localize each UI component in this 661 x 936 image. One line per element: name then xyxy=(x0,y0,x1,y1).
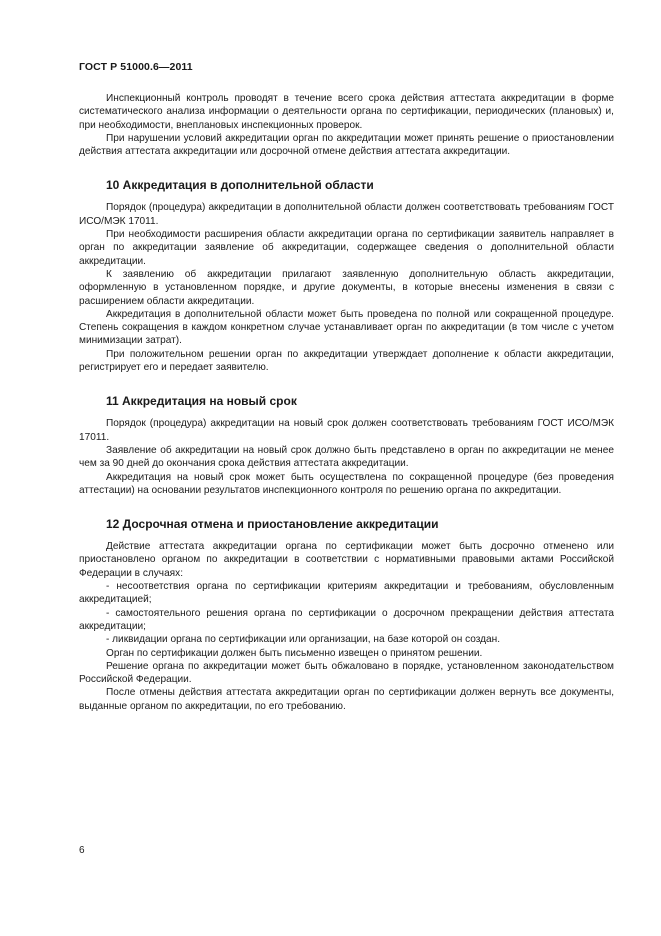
section-12 xyxy=(79,517,614,713)
paragraph: Решение органа по аккредитации может быть обжаловано в порядке, установленном законодательством Российской Федерации. xyxy=(79,660,614,686)
paragraph: Порядок (процедура) аккредитации в дополнительной области должен соответствовать требованиям ГОСТ ИСО/МЭК 17011. xyxy=(79,202,614,227)
list-item: - ликвидации органа по сертификации или организации, на базе которой он создан. xyxy=(106,634,501,646)
paragraph: Аккредитация в дополнительной области может быть проведена по полной или сокращенной процедуре. Степень сокращения в каждом конкретном случае устанавливает орган по аккредитации (в том числе с учетом минимизации затрат). xyxy=(79,308,614,347)
intro-block xyxy=(79,92,614,158)
section-heading: 11 Аккредитация на новый срок xyxy=(106,394,297,409)
paragraph: Порядок (процедура) аккредитации на новый срок должен соответствовать требованиям ГОСТ ИСО/МЭК 17011. xyxy=(79,418,614,443)
paragraph: Заявление об аккредитации на новый срок должно быть представлено в орган по аккредитации не менее чем за 90 дней до окончания срока действия аттестата аккредитации. xyxy=(79,444,614,470)
document-body xyxy=(79,92,614,713)
paragraph: Инспекционный контроль проводят в течение всего срока действия аттестата аккредитации в форме систематического анализа информации о деятельности органа по сертификации, периодических (плановых) и, при необходимости, внеплановых инспекционных проверок. xyxy=(79,93,614,131)
paragraph: При нарушении условий аккредитации орган по аккредитации может принять решение о приостановлении действия аттестата аккредитации или досрочной отмене действия аттестата аккредитации. xyxy=(79,132,614,158)
list-item: - несоответствия органа по сертификации критериям аккредитации и требованиям, обусловленным аккредитацией; xyxy=(79,581,614,606)
list-item: - самостоятельного решения органа по сертификации о досрочном прекращении действия аттестата аккредитации; xyxy=(79,607,614,632)
section-10 xyxy=(79,178,614,374)
paragraph: После отмены действия аттестата аккредитации орган по сертификации должен вернуть все документы, выданные органом по аккредитации, по его требованию. xyxy=(79,687,614,712)
paragraph: К заявлению об аккредитации прилагают заявленную дополнительную область аккредитации, оформленную в установленном порядке, и другие документы, в которые внесены изменения в связи с расширением области аккредитации. xyxy=(79,268,614,307)
paragraph: При положительном решении орган по аккредитации утверждает дополнение к области аккредитации, регистрирует его и передает заявителю. xyxy=(79,348,614,374)
section-11 xyxy=(79,394,614,497)
section-heading: 12 Досрочная отмена и приостановление аккредитации xyxy=(106,517,439,532)
document-code-header: ГОСТ Р 51000.6—2011 xyxy=(79,61,193,73)
page-number: 6 xyxy=(79,845,85,856)
paragraph: Аккредитация на новый срок может быть осуществлена по сокращенной процедуре (без проведения аттестации) на основании результатов инспекционного контроля по решению органа по аккредитации. xyxy=(79,471,614,496)
paragraph: Орган по сертификации должен быть письменно извещен о принятом решении. xyxy=(106,647,483,659)
paragraph: При необходимости расширения области аккредитации органа по сертификации заявитель направляет в орган по аккредитации заявление об аккредитации, содержащее сведения о дополнительной области аккредитации. xyxy=(79,229,614,267)
paragraph: Действие аттестата аккредитации органа по сертификации может быть досрочно отменено или приостановлено органом по аккредитации в соответствии с нормативными правовыми актами Российской Федерации в случаях: xyxy=(79,541,614,579)
section-heading: 10 Аккредитация в дополнительной области xyxy=(106,178,374,193)
